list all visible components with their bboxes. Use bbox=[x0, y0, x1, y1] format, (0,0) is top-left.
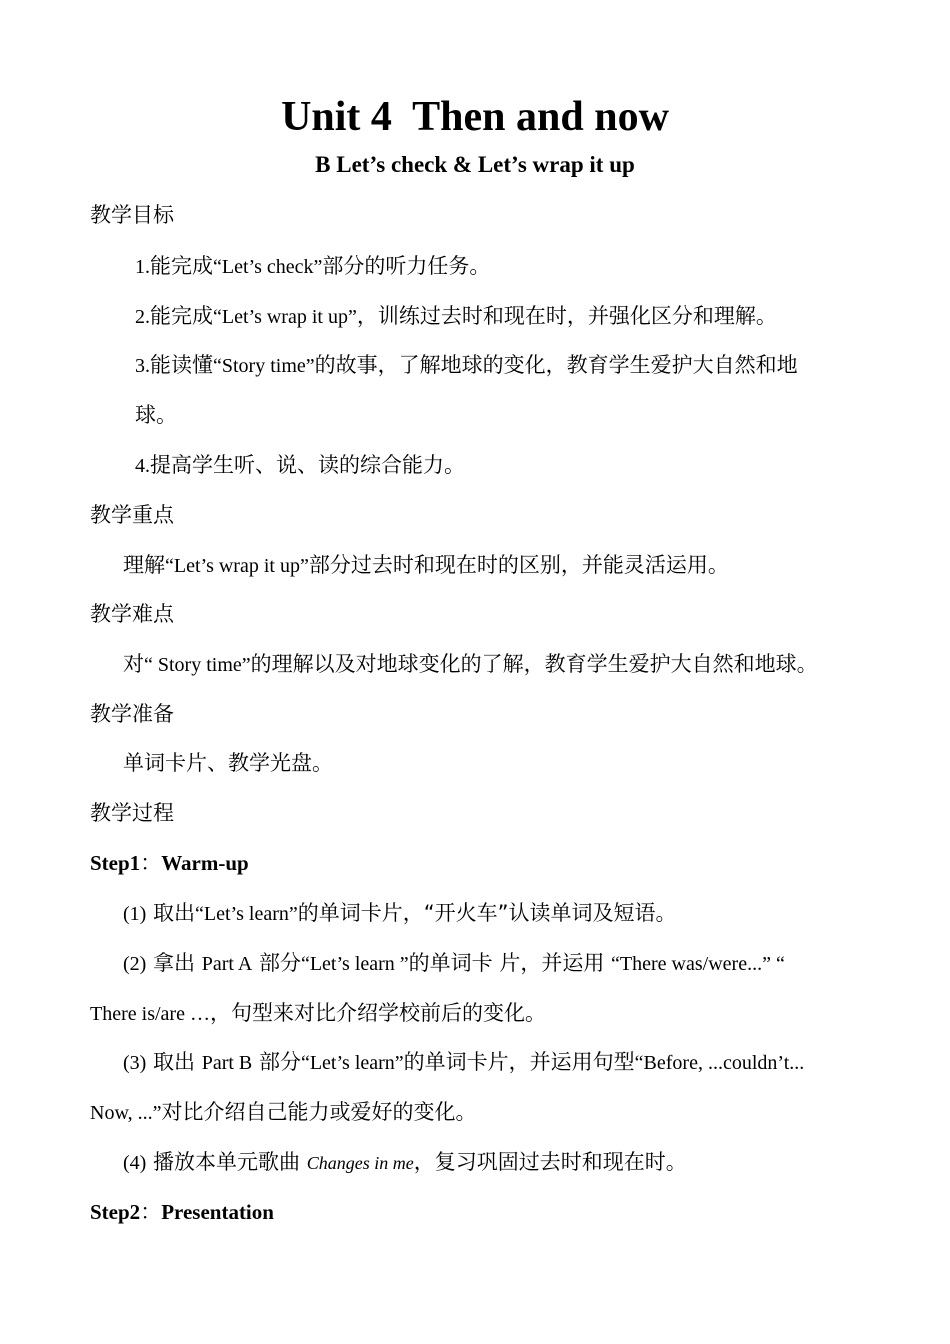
key-points-heading: 教学重点 bbox=[90, 503, 174, 527]
page-title: Unit 4 Then and now bbox=[281, 94, 669, 140]
objectives-heading: 教学目标 bbox=[90, 203, 174, 227]
step1-heading: Step1：Warm-up bbox=[90, 851, 249, 875]
step1-item-4: (4) 播放本单元歌曲 Changes in me，复习巩固过去时和现在时。 bbox=[123, 1150, 687, 1174]
step1-item-3: (3) 取出 Part B 部分“Let’s learn”的单词卡片，并运用句型“Before, ...couldn’t... bbox=[123, 1050, 805, 1074]
objective-item-3-cont: 球。 bbox=[135, 403, 177, 427]
step1-item-2-cont: There is/are …，句型来对比介绍学校前后的变化。 bbox=[90, 1001, 546, 1025]
objective-item-2: 2.能完成“Let’s wrap it up”，训练过去时和现在时，并强化区分和理解。 bbox=[135, 304, 777, 328]
objective-item-3: 3.能读懂“Story time”的故事，了解地球的变化，教育学生爱护大自然和地 bbox=[135, 353, 798, 377]
objective-item-1: 1.能完成“Let’s check”部分的听力任务。 bbox=[135, 254, 491, 278]
objective-item-4: 4.提高学生听、说、读的综合能力。 bbox=[135, 453, 465, 477]
difficulties-text: 对“ Story time”的理解以及对地球变化的了解，教育学生爱护大自然和地球。 bbox=[123, 652, 818, 676]
step2-heading: Step2：Presentation bbox=[90, 1200, 274, 1224]
preparation-heading: 教学准备 bbox=[90, 702, 174, 726]
step1-item-1: (1) 取出“Let’s learn”的单词卡片，“开火车”认读单词及短语。 bbox=[123, 901, 677, 925]
step1-item-2: (2) 拿出 Part A 部分“Let’s learn ”的单词卡 片，并运用 “There was/were...” “ bbox=[123, 951, 785, 975]
difficulties-heading: 教学难点 bbox=[90, 602, 174, 626]
process-heading: 教学过程 bbox=[90, 801, 174, 825]
step1-item-3-cont: Now, ...”对比介绍自己能力或爱好的变化。 bbox=[90, 1100, 477, 1124]
page-subtitle: B Let’s check & Let’s wrap it up bbox=[315, 152, 635, 177]
key-points-text: 理解“Let’s wrap it up”部分过去时和现在时的区别，并能灵活运用。 bbox=[123, 553, 729, 577]
preparation-text: 单词卡片、教学光盘。 bbox=[123, 751, 333, 775]
